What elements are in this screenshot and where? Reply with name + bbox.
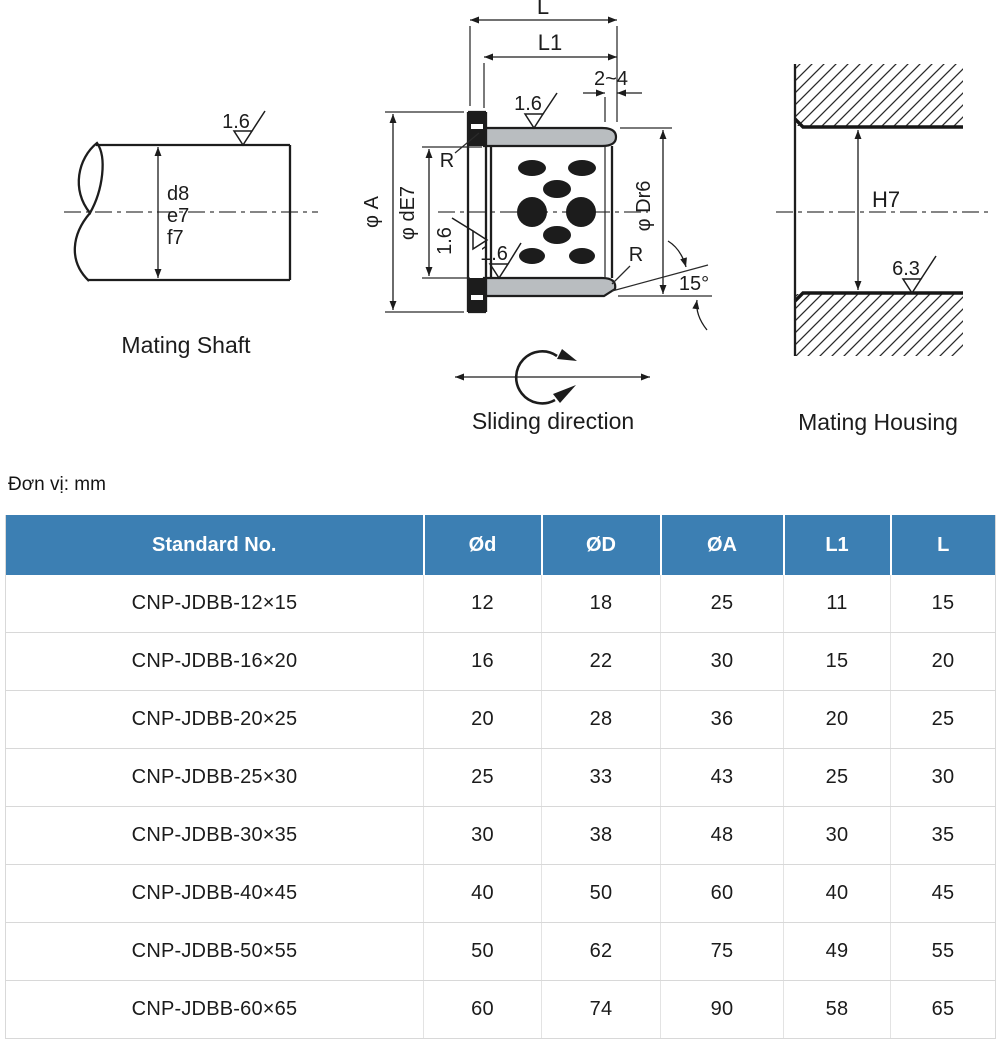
column-header-ød: Ød <box>424 515 542 575</box>
spec-table-header-row <box>6 515 996 575</box>
dimension-value-cell: 20 <box>891 633 996 691</box>
dimension-value-cell: 25 <box>424 749 542 807</box>
housing-roughness-symbol <box>892 256 936 293</box>
dimension-value-cell: 60 <box>661 865 784 923</box>
sliding-direction-caption: Sliding direction <box>471 408 635 434</box>
dimension-value-cell: 60 <box>424 981 542 1039</box>
housing-tolerance-label: H7 <box>872 187 901 212</box>
column-header-l: L <box>891 515 996 575</box>
housing-roughness-value: 6.3 <box>892 258 920 280</box>
dimension-value-cell: 15 <box>891 575 996 633</box>
svg-text:1.6: 1.6 <box>480 243 508 265</box>
dimension-value-cell: 36 <box>661 691 784 749</box>
bushing-roughness-top <box>514 93 557 128</box>
protrusion-label: 2~4 <box>594 68 628 90</box>
housing-hatch-top <box>796 64 963 126</box>
table-row <box>6 575 996 633</box>
dimension-value-cell: 30 <box>784 807 891 865</box>
dimension-value-cell: 38 <box>542 807 661 865</box>
technical-drawing <box>0 0 1000 460</box>
dimension-value-cell: 11 <box>784 575 891 633</box>
bushing-roughness-bore <box>434 218 487 255</box>
column-header-standard-no: Standard No. <box>6 515 424 575</box>
mating-housing-caption: Mating Housing <box>798 409 958 435</box>
dimension-value-cell: 74 <box>542 981 661 1039</box>
chamfer-angle-label: 15° <box>678 273 710 295</box>
dimension-value-cell: 12 <box>424 575 542 633</box>
standard-no-cell: CNP-JDBB-25×30 <box>6 749 424 807</box>
unit-label: Đơn vị: mm <box>8 474 106 495</box>
dimension-value-cell: 22 <box>542 633 661 691</box>
table-row <box>6 923 996 981</box>
dimension-D-label: φ Dr6 <box>633 180 655 232</box>
standard-no-cell: CNP-JDBB-40×45 <box>6 865 424 923</box>
column-header-l1: L1 <box>784 515 891 575</box>
sliding-direction-symbol <box>455 349 650 403</box>
standard-no-cell: CNP-JDBB-12×15 <box>6 575 424 633</box>
dimension-L1-label: L1 <box>537 30 563 55</box>
dimension-value-cell: 35 <box>891 807 996 865</box>
dimension-value-cell: 40 <box>784 865 891 923</box>
dimension-A-label: φ A <box>361 196 383 228</box>
table-row <box>6 749 996 807</box>
dimension-value-cell: 20 <box>424 691 542 749</box>
housing-hatch-bottom <box>796 294 963 356</box>
shaft-tolerance-f7: f7 <box>167 227 184 249</box>
shaft-roughness-value: 1.6 <box>222 111 250 133</box>
dimension-value-cell: 50 <box>424 923 542 981</box>
dimension-value-cell: 45 <box>891 865 996 923</box>
shaft-tolerance-d8: d8 <box>167 183 190 205</box>
shaft-roughness-symbol <box>222 111 265 145</box>
dimension-value-cell: 30 <box>891 749 996 807</box>
dimension-value-cell: 58 <box>784 981 891 1039</box>
dimension-value-cell: 40 <box>424 865 542 923</box>
dimension-value-cell: 20 <box>784 691 891 749</box>
column-header-øa: ØA <box>661 515 784 575</box>
bushing-section-view <box>361 0 712 434</box>
mating-shaft-caption: Mating Shaft <box>121 332 251 358</box>
dimension-L-label: L <box>536 0 550 19</box>
column-header-ød: ØD <box>542 515 661 575</box>
dimension-value-cell: 62 <box>542 923 661 981</box>
svg-text:1.6: 1.6 <box>434 227 456 255</box>
standard-no-cell: CNP-JDBB-20×25 <box>6 691 424 749</box>
dimension-value-cell: 33 <box>542 749 661 807</box>
dimension-value-cell: 30 <box>424 807 542 865</box>
table-row <box>6 981 996 1039</box>
dimension-value-cell: 55 <box>891 923 996 981</box>
spec-table <box>5 515 996 1039</box>
dimension-value-cell: 25 <box>891 691 996 749</box>
dimension-value-cell: 16 <box>424 633 542 691</box>
fillet-r-top-label: R <box>439 150 455 172</box>
dimension-value-cell: 25 <box>784 749 891 807</box>
dimension-value-cell: 48 <box>661 807 784 865</box>
mating-housing-view <box>776 64 988 435</box>
svg-text:1.6: 1.6 <box>514 93 542 115</box>
dimension-value-cell: 49 <box>784 923 891 981</box>
dimension-value-cell: 28 <box>542 691 661 749</box>
dimension-value-cell: 75 <box>661 923 784 981</box>
table-row <box>6 691 996 749</box>
dimension-d-label: φ dE7 <box>397 185 419 241</box>
table-row <box>6 633 996 691</box>
dimension-value-cell: 30 <box>661 633 784 691</box>
spec-table-body <box>6 575 996 1039</box>
shaft-break-curve <box>79 143 103 213</box>
bushing-wall-bottom <box>484 278 615 296</box>
dimension-value-cell: 65 <box>891 981 996 1039</box>
fillet-r-bottom-label: R <box>628 244 644 266</box>
standard-no-cell: CNP-JDBB-50×55 <box>6 923 424 981</box>
standard-no-cell: CNP-JDBB-16×20 <box>6 633 424 691</box>
bushing-drawing-svg <box>0 0 1000 460</box>
dimension-value-cell: 25 <box>661 575 784 633</box>
standard-no-cell: CNP-JDBB-30×35 <box>6 807 424 865</box>
dimension-value-cell: 50 <box>542 865 661 923</box>
dimension-value-cell: 43 <box>661 749 784 807</box>
standard-no-cell: CNP-JDBB-60×65 <box>6 981 424 1039</box>
table-row <box>6 807 996 865</box>
dimension-value-cell: 15 <box>784 633 891 691</box>
bushing-wall-top <box>484 128 616 146</box>
dimension-value-cell: 18 <box>542 575 661 633</box>
shaft-tolerance-e7: e7 <box>167 205 190 227</box>
table-row <box>6 865 996 923</box>
mating-shaft-view <box>64 111 318 358</box>
dimension-value-cell: 90 <box>661 981 784 1039</box>
